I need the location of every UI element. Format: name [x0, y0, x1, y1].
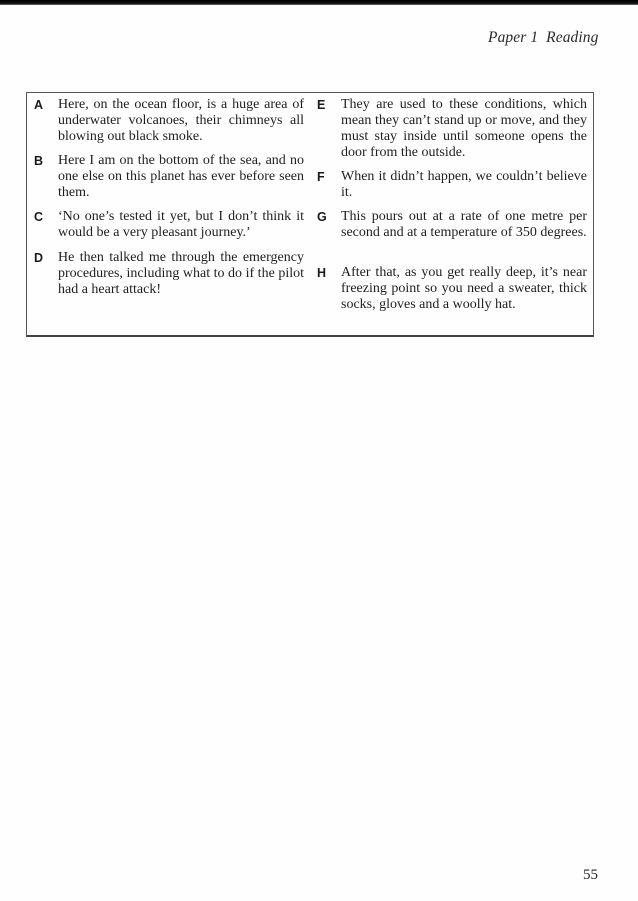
option-letter: A	[34, 98, 44, 112]
option-letter: F	[317, 170, 325, 184]
running-head: Paper 1 Reading	[488, 29, 599, 46]
option-e	[317, 97, 587, 161]
option-c	[34, 209, 304, 241]
option-letter: H	[317, 266, 327, 280]
option-text: Here I am on the bottom of the sea, and no one else on this planet has ever before seen them.	[58, 153, 304, 200]
option-letter: B	[34, 154, 44, 168]
option-letter: G	[317, 210, 327, 224]
option-text: After that, as you get really deep, it’s near freezing point so you need a sweater, thick socks, gloves and a woolly hat.	[341, 265, 587, 312]
option-letter: E	[317, 98, 326, 112]
option-a	[34, 97, 304, 145]
sentence-options-box	[26, 92, 594, 337]
option-b	[34, 153, 304, 201]
option-letter: D	[34, 251, 44, 265]
option-f	[317, 169, 587, 201]
page-number: 55	[583, 867, 598, 883]
option-text: He then talked me through the emergency procedures, including what to do if the pilot had a heart attack!	[58, 250, 304, 297]
option-text: They are used to these conditions, which mean they can’t stand up or move, and they must stay inside until someone opens the door from the outside.	[341, 97, 587, 160]
option-g	[317, 209, 587, 257]
option-text: ‘No one’s tested it yet, but I don’t think it would be a very pleasant journey.’	[58, 209, 304, 240]
option-text: When it didn’t happen, we couldn’t believe it.	[341, 169, 587, 200]
option-h	[317, 265, 587, 313]
option-text: This pours out at a rate of one metre per second and at a temperature of 350 degrees.	[341, 209, 587, 240]
option-d	[34, 250, 304, 298]
option-text: Here, on the ocean floor, is a huge area of underwater volcanoes, their chimneys all blowing out black smoke.	[58, 97, 304, 144]
page-top-edge	[0, 0, 638, 5]
option-letter: C	[34, 210, 44, 224]
